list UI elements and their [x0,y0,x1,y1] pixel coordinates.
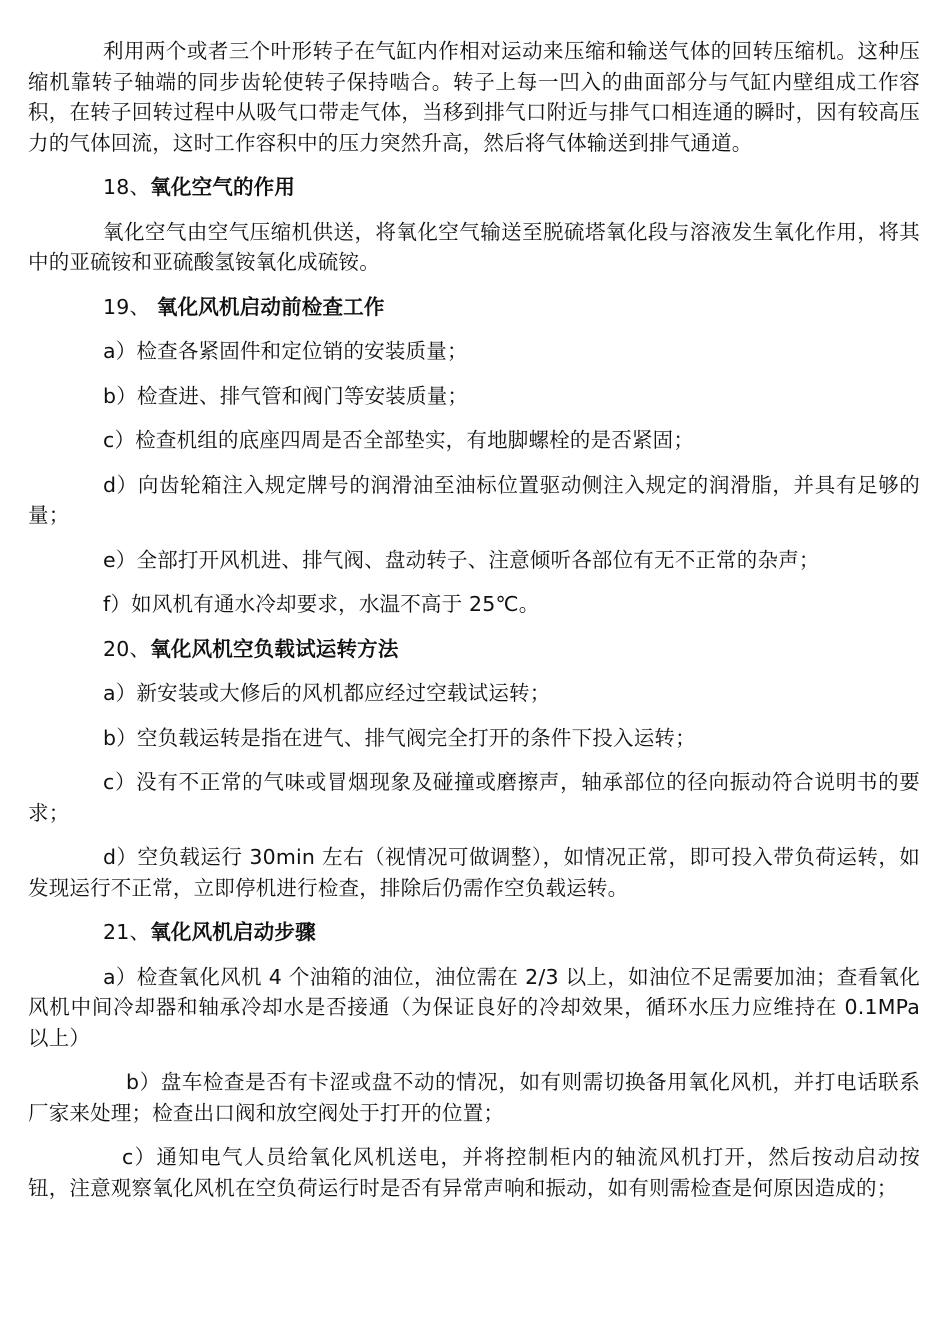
intro-paragraph: 利用两个或者三个叶形转子在气缸内作相对运动来压缩和输送气体的回转压缩机。这种压缩机靠转子轴端的同步齿轮使转子保持啮合。转子上每一凹入的曲面部分与气缸内壁组成工作容积，在转子回转过程中从吸气口带走气体，当移到排气口附近与排气口相连通的瞬时，因有较高压力的气体回流，这时工作容积中的压力突然升高，然后将气体输送到排气通道。 [28,39,920,155]
section-20-item-a: a）新安装或大修后的风机都应经过空载试运转； [103,681,551,705]
section-19-heading [28,292,920,323]
section-18-heading [28,172,920,203]
section-19-item-a: a）检查各紧固件和定位销的安装质量； [103,339,468,363]
section-19-item-e: e）全部打开风机进、排气阀、盘动转子、注意倾听各部位有无不正常的杂声； [103,547,820,572]
section-18-title: 氧化空气的作用 [150,175,296,199]
section-20-item-b: b）空负载运转是指在进气、排气阀完全打开的条件下投入运转； [103,725,696,750]
section-21-title: 氧化风机启动步骤 [150,920,316,944]
section-19-title: 氧化风机启动前检查工作 [156,294,385,319]
section-19-item-f: f）如风机有通水冷却要求，水温不高于 25℃。 [103,592,540,616]
section-21-item-b: b）盘车检查是否有卡涩或盘不动的情况，如有则需切换备用氧化风机，并打电话联系厂家来处理；检查出口阀和放空阀处于打开的位置； [28,1070,920,1125]
section-20-heading [28,634,920,665]
section-20-number: 20、 [103,636,151,661]
section-18-body: 氧化空气由空气压缩机供送，将氧化空气输送至脱硫塔氧化段与溶液发生氧化作用，将其中的亚硫铵和亚硫酸氢铵氧化成硫铵。 [28,219,920,274]
section-18-number: 18、 [103,175,151,199]
section-19-item-c: c）检查机组的底座四周是否全部垫实，有地脚螺栓的是否紧固； [103,428,695,452]
section-21-number: 21、 [103,920,151,944]
section-21-item-a: a）检查氧化风机 4 个油箱的油位，油位需在 2/3 以上，如油位不足需要加油；查看氧化风机中间冷却器和轴承冷却水是否接通（为保证良好的冷却效果，循环水压力应维持在 0.1MPa 以上） [28,964,920,1050]
section-20-title: 氧化风机空负载试运转方法 [150,636,399,661]
section-19-item-b: b）检查进、排气管和阀门等安装质量； [103,383,469,408]
section-20-item-d: d）空负载运行 30min 左右（视情况可做调整），如情况正常，即可投入带负荷运转，如发现运行不正常，立即停机进行检查，排除后仍需作空负载运转。 [28,845,920,900]
document-page [28,36,920,1203]
section-21-item-c: c）通知电气人员给氧化风机送电，并将控制柜内的轴流风机打开，然后按动启动按钮，注意观察氧化风机在空负荷运行时是否有异常声响和振动，如有则需检查是何原因造成的； [28,1145,920,1200]
section-20-item-c: c）没有不正常的气味或冒烟现象及碰撞或磨擦声，轴承部位的径向振动符合说明书的要求； [28,770,920,825]
section-19-number: 19、 [103,294,157,319]
section-21-heading [28,917,920,948]
section-19-item-d: d）向齿轮箱注入规定牌号的润滑油至油标位置驱动侧注入规定的润滑脂，并具有足够的量； [28,472,920,527]
